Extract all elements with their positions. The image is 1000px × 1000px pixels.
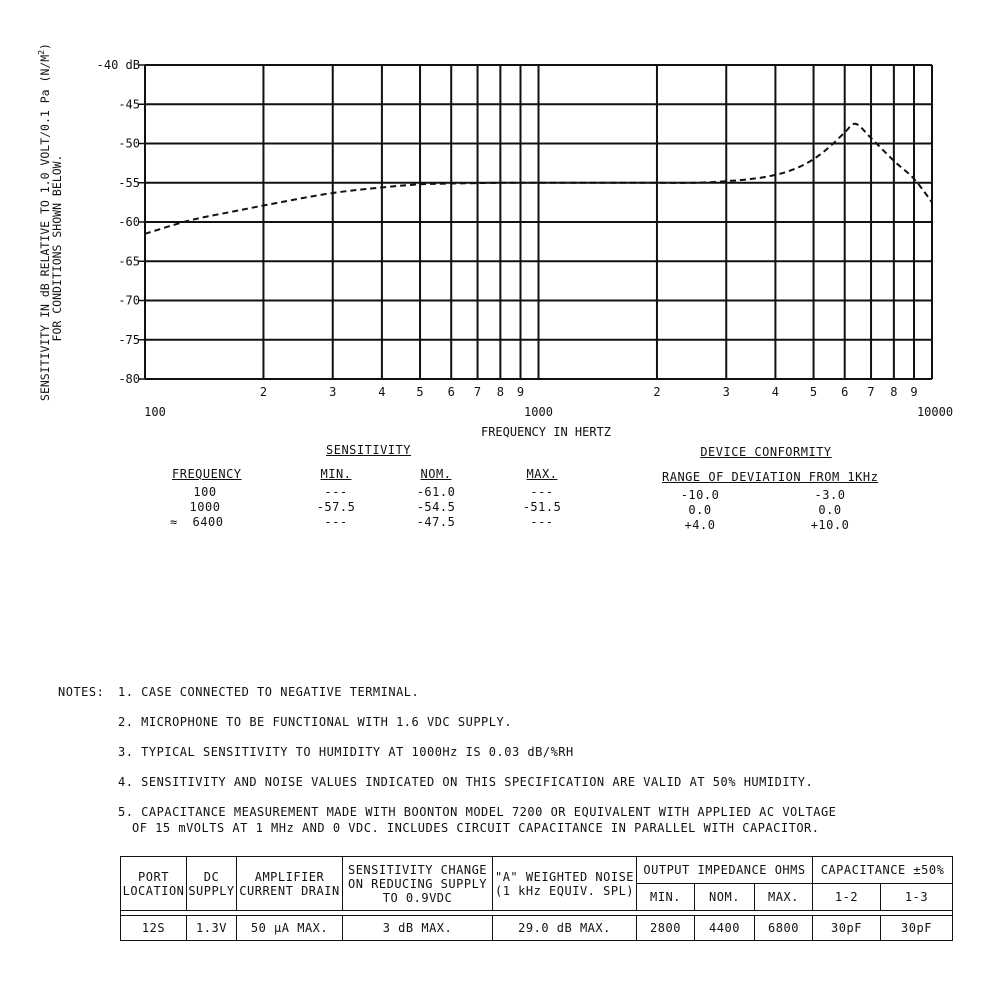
sensitivity-row-freq: 6400 <box>192 515 224 529</box>
x-tick-labels <box>144 385 953 419</box>
x-tick-label-major: 1000 <box>524 405 553 419</box>
x-tick-label-minor: 5 <box>809 385 818 399</box>
x-tick-label-minor: 3 <box>329 385 337 399</box>
sensitivity-title: SENSITIVITY <box>326 443 411 457</box>
spec-table <box>120 856 953 941</box>
note-item-continuation: OF 15 mVOLTS AT 1 MHz AND 0 VDC. INCLUDES CIRCUIT CAPACITANCE IN PARALLEL WITH CAPACITOR. <box>132 821 820 835</box>
x-tick-label-minor: 7 <box>473 385 482 399</box>
x-tick-label-major: 10000 <box>916 405 954 419</box>
conformity-row-a: 0.0 <box>688 503 712 517</box>
header-weighted-noise: "A" WEIGHTED NOISE (1 kHz EQUIV. SPL) <box>493 857 637 911</box>
sensitivity-row-nom: -54.5 <box>416 500 456 514</box>
y-tick-label: -60 <box>118 215 140 229</box>
x-tick-label-minor: 6 <box>841 385 849 399</box>
sensitivity-header-nom: NOM. <box>420 467 452 481</box>
sensitivity-header-max: MAX. <box>526 467 558 481</box>
sensitivity-row-max: --- <box>530 485 554 499</box>
sensitivity-row-nom: -61.0 <box>416 485 456 499</box>
conformity-row-a: -10.0 <box>680 488 720 502</box>
y-axis-label-line1: SENSITIVITY IN dB RELATIVE TO 1.0 VOLT/0.1 Pa $(N/M^2)$ <box>37 43 52 401</box>
x-tick-label-minor: 7 <box>867 385 875 399</box>
header-capacitance: CAPACITANCE ±50% <box>813 857 953 884</box>
header-output-impedance: OUTPUT IMPEDANCE OHMS <box>637 857 813 884</box>
y-tick-labels <box>97 58 140 386</box>
sensitivity-row-max: -51.5 <box>522 500 562 514</box>
x-tick-label-minor: 9 <box>910 385 918 399</box>
sensitivity-row-freq: 100 <box>193 485 217 499</box>
conformity-subtitle: RANGE OF DEVIATION FROM 1KHz <box>662 470 879 484</box>
header-imp-nom: NOM. <box>695 884 755 911</box>
x-tick-label-minor: 3 <box>722 385 730 399</box>
sensitivity-header-frequency: FREQUENCY <box>172 467 242 481</box>
approx-symbol: ≈ <box>170 515 178 529</box>
x-tick-label-minor: 8 <box>890 385 898 399</box>
value-cap-1-3: 30pF <box>881 916 953 941</box>
conformity-row-b: 0.0 <box>818 503 842 517</box>
y-axis-label <box>37 43 64 401</box>
sensitivity-row-freq: 1000 <box>189 500 221 514</box>
y-tick-label: -75 <box>118 332 140 347</box>
header-cap-1-2: 1-2 <box>813 884 881 911</box>
y-axis-label-line2: FOR CONDITIONS SHOWN BELOW. <box>50 154 64 342</box>
conformity-row-b: -3.0 <box>814 488 846 502</box>
note-item: 5. CAPACITANCE MEASUREMENT MADE WITH BOONTON MODEL 7200 OR EQUIVALENT WITH APPLIED AC VOLTAGE <box>118 805 837 819</box>
header-imp-min: MIN. <box>637 884 695 911</box>
x-tick-label-minor: 2 <box>259 385 268 399</box>
x-tick-label-minor: 4 <box>378 385 386 399</box>
y-tick-label: -40 dB <box>96 58 140 72</box>
value-noise: 29.0 dB MAX. <box>493 916 637 941</box>
table-row <box>121 916 953 941</box>
value-amp: 50 µA MAX. <box>237 916 343 941</box>
note-item: 2. MICROPHONE TO BE FUNCTIONAL WITH 1.6 VDC SUPPLY. <box>118 715 512 729</box>
header-port-location: PORT LOCATION <box>121 857 187 911</box>
y-tick-label: -70 <box>118 293 140 308</box>
chart-grid <box>138 65 932 379</box>
note-item: 1. CASE CONNECTED TO NEGATIVE TERMINAL. <box>118 685 420 699</box>
sensitivity-row-min: --- <box>324 485 348 499</box>
y-tick-label: -50 <box>118 136 140 151</box>
header-sensitivity-change: SENSITIVITY CHANGE ON REDUCING SUPPLY TO 0.9VDC <box>343 857 493 911</box>
conformity-row-a: +4.0 <box>684 518 716 532</box>
sensitivity-row-max: --- <box>530 515 554 529</box>
note-item: 3. TYPICAL SENSITIVITY TO HUMIDITY AT 1000Hz IS 0.03 dB/%RH <box>118 745 574 759</box>
notes-label: NOTES: <box>58 685 105 699</box>
x-tick-label-minor: 2 <box>653 385 661 399</box>
sensitivity-row-min: -57.5 <box>316 500 356 514</box>
y-tick-label: -80 <box>118 372 140 386</box>
header-amplifier-current: AMPLIFIER CURRENT DRAIN <box>237 857 343 911</box>
x-tick-label-minor: 9 <box>516 385 525 399</box>
conformity-row-b: +10.0 <box>810 518 850 532</box>
value-imp-min: 2800 <box>637 916 695 941</box>
sensitivity-row-nom: -47.5 <box>416 515 456 529</box>
x-tick-label-major: 100 <box>144 405 166 419</box>
y-tick-label: -65 <box>118 254 140 269</box>
value-imp-nom: 4400 <box>695 916 755 941</box>
value-imp-max: 6800 <box>755 916 813 941</box>
x-tick-label-minor: 6 <box>447 385 455 399</box>
header-dc-supply: DC SUPPLY <box>187 857 237 911</box>
note-item: 4. SENSITIVITY AND NOISE VALUES INDICATED ON THIS SPECIFICATION ARE VALID AT 50% HUMIDITY. <box>118 775 814 789</box>
sensitivity-row-min: --- <box>324 515 348 529</box>
x-tick-label-minor: 4 <box>771 385 780 399</box>
header-cap-1-3: 1-3 <box>881 884 953 911</box>
sensitivity-header-min: MIN. <box>320 467 352 481</box>
value-cap-1-2: 30pF <box>813 916 881 941</box>
value-sens: 3 dB MAX. <box>343 916 493 941</box>
value-dc: 1.3V <box>187 916 237 941</box>
y-tick-label: -45 <box>118 97 140 112</box>
header-imp-max: MAX. <box>755 884 813 911</box>
x-axis-label: FREQUENCY IN HERTZ <box>480 425 612 439</box>
x-tick-label-minor: 8 <box>496 385 504 399</box>
value-port: 12S <box>121 916 187 941</box>
frequency-response-chart <box>0 0 1000 440</box>
x-tick-label-minor: 5 <box>416 385 424 399</box>
conformity-title: DEVICE CONFORMITY <box>700 445 832 459</box>
y-tick-label: -55 <box>118 175 140 190</box>
